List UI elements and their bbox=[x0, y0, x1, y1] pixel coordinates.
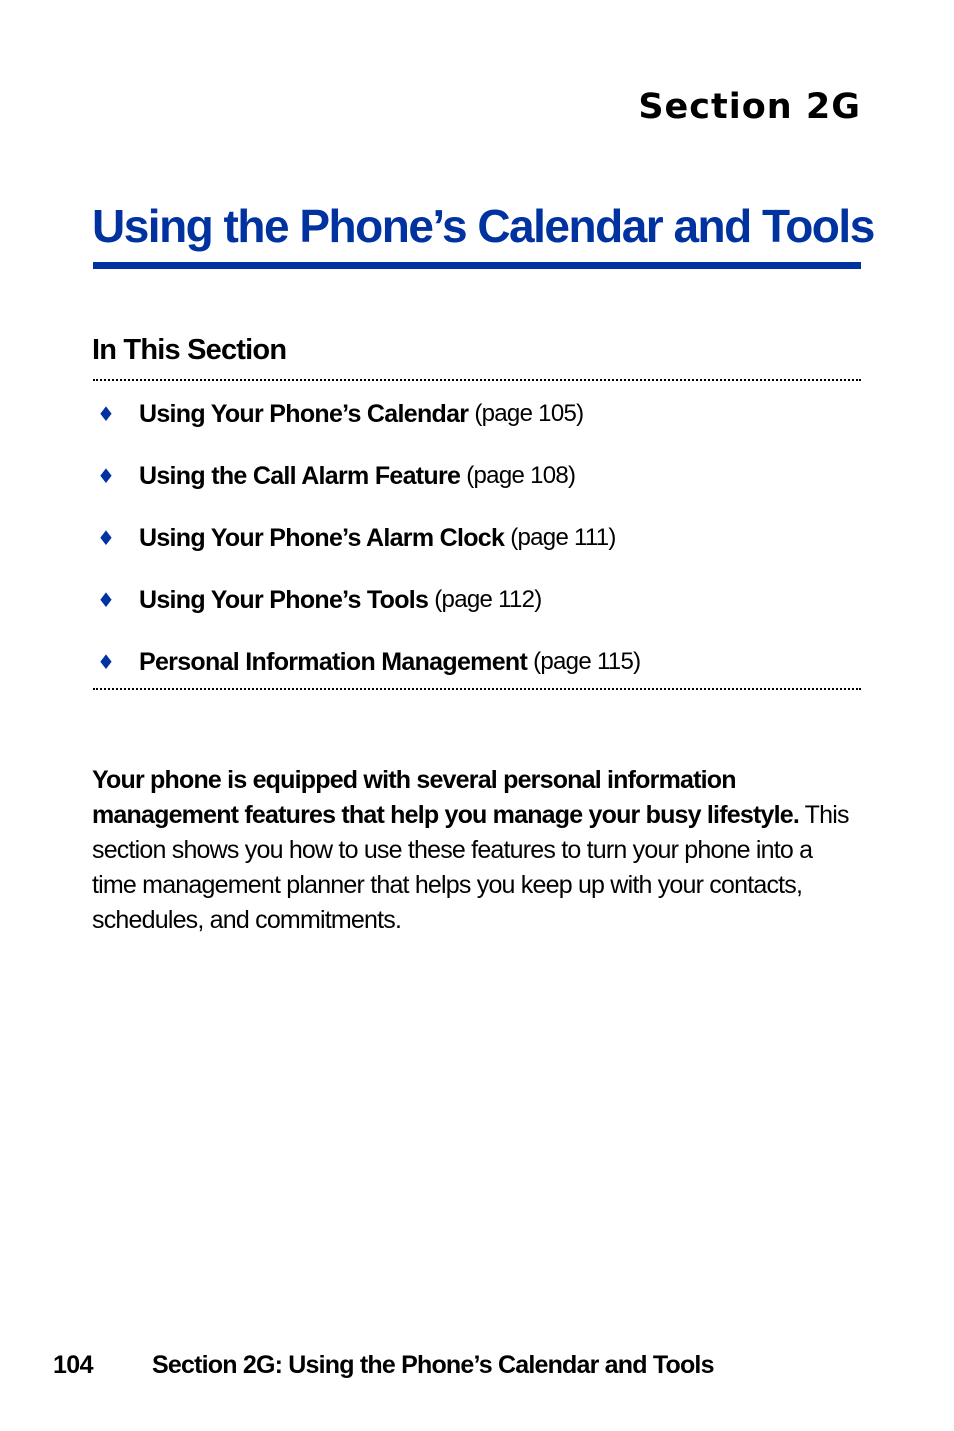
toc-item-page: (page 115) bbox=[533, 648, 641, 675]
toc-item-page: (page 108) bbox=[466, 462, 576, 489]
toc-item-page: (page 105) bbox=[474, 400, 584, 427]
toc-item bbox=[93, 518, 861, 580]
diamond-bullet-icon: ♦ bbox=[97, 464, 115, 488]
in-this-section-heading: In This Section bbox=[92, 334, 287, 366]
page-title: Using the Phone’s Calendar and Tools bbox=[92, 200, 874, 252]
toc-item-title: Using Your Phone’s Tools bbox=[139, 586, 429, 614]
footer-page-number: 104 bbox=[53, 1351, 93, 1379]
toc-item-page: (page 112) bbox=[434, 586, 542, 613]
intro-body: This section shows you how to use these features to turn your phone into a time management planner that helps you keep up with your contacts, schedules, and commitments. bbox=[92, 801, 849, 934]
footer-section-title: Section 2G: Using the Phone’s Calendar and Tools bbox=[152, 1351, 714, 1379]
toc-top-divider bbox=[93, 379, 861, 381]
diamond-bullet-icon: ♦ bbox=[97, 650, 115, 674]
toc-item-title: Using the Call Alarm Feature bbox=[139, 462, 461, 490]
toc-item bbox=[93, 394, 861, 456]
toc-bottom-divider bbox=[93, 688, 861, 690]
toc-item bbox=[93, 456, 861, 518]
toc-item-title: Personal Information Management bbox=[139, 648, 528, 676]
toc-item-page: (page 111) bbox=[510, 524, 616, 551]
title-underline bbox=[93, 262, 861, 269]
toc-list bbox=[93, 394, 861, 704]
toc-item-title: Using Your Phone’s Alarm Clock bbox=[139, 524, 505, 552]
toc-item-title: Using Your Phone’s Calendar bbox=[139, 400, 469, 428]
intro-paragraph bbox=[92, 763, 862, 938]
toc-item bbox=[93, 642, 861, 704]
toc-item bbox=[93, 580, 861, 642]
diamond-bullet-icon: ♦ bbox=[97, 526, 115, 550]
diamond-bullet-icon: ♦ bbox=[97, 588, 115, 612]
intro-lead: Your phone is equipped with several personal information management features that help you manage your busy lifestyle. bbox=[92, 766, 799, 829]
diamond-bullet-icon: ♦ bbox=[97, 402, 115, 426]
section-label: Section 2G bbox=[638, 87, 861, 127]
